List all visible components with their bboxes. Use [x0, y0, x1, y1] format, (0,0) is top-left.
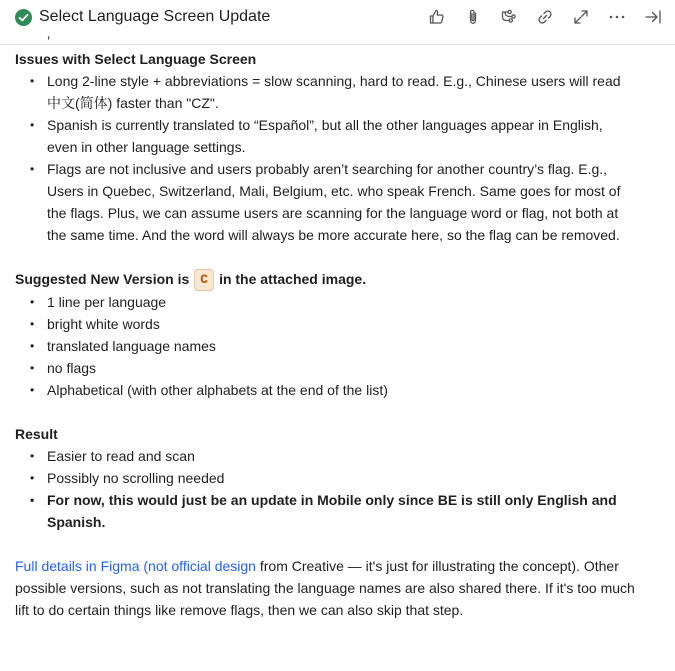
list-item: • translated language names [47, 335, 635, 357]
list-item: • 1 line per language [47, 291, 635, 313]
result-heading: Result [15, 426, 58, 442]
list-item: • bright white words [47, 313, 635, 335]
list-item: • Easier to read and scan [47, 445, 635, 467]
version-badge: C [194, 269, 214, 291]
result-list [15, 445, 635, 533]
list-item: • Flags are not inclusive and users probably aren’t searching for another country’s flag. E.g., Users in Quebec, Switzerland, Mali, Belgium, etc. who speak French. Same goes for most of the flags. Plus, we can assume users are scanning for the language word or flag, not both at the same time. And the word will always be more accurate here, so the flag can be removed. [47, 158, 635, 246]
suggested-heading: Suggested New Version is C in the attached image. [15, 268, 635, 291]
figma-link[interactable]: Full details in Figma (not official design [15, 558, 256, 574]
scrolled-previous-text: ‚ [47, 25, 51, 41]
list-item: • no flags [47, 357, 635, 379]
list-item: • For now, this would just be an update in Mobile only since BE is still only English and Spanish. [47, 489, 635, 533]
list-item: • Long 2-line style + abbreviations = slow scanning, hard to read. E.g., Chinese users will read 中文(简体) faster than "CZ". [47, 70, 635, 114]
footer-paragraph: Full details in Figma (not official design from Creative — it's just for illustrating the concept). Other possible versions, such as not translating the language names are also shared there. If it's too much lift to do certain things like remove flags, then we can also skip that step. [15, 558, 635, 618]
collapse-panel-icon[interactable] [643, 7, 663, 27]
issues-heading: Issues with Select Language Screen [15, 51, 257, 67]
task-title: Select Language Screen Update [39, 8, 271, 25]
suggested-list [15, 291, 635, 401]
issues-list [15, 70, 635, 246]
list-item: • Alphabetical (with other alphabets at the end of the list) [47, 379, 635, 401]
list-item: • Possibly no scrolling needed [47, 467, 635, 489]
list-item: • Spanish is currently translated to “Español”, but all the other languages appear in English, even in other language settings. [47, 114, 635, 158]
description-body [15, 25, 635, 621]
